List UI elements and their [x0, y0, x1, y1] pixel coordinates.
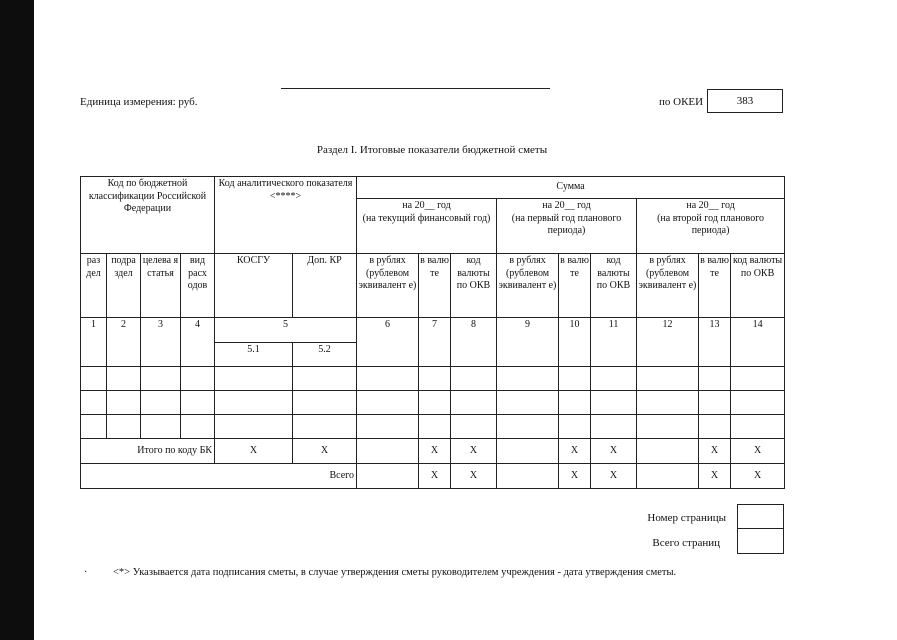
total-label: Всего: [81, 464, 357, 489]
num-14: 14: [731, 318, 785, 367]
year-group-1-year: на 20__ год: [402, 200, 451, 211]
x-mark: X: [731, 464, 785, 489]
x-mark: X: [293, 439, 357, 464]
x-mark: X: [559, 464, 591, 489]
num-6: 6: [357, 318, 419, 367]
x-mark: X: [699, 464, 731, 489]
x-mark: X: [451, 439, 497, 464]
col-tselevaya: целева я статья: [141, 254, 181, 318]
col-kod-valuty-2: код валюты по ОКВ: [591, 254, 637, 318]
year-group-2-year: на 20__ год: [542, 200, 591, 211]
num-1: 1: [81, 318, 107, 367]
col-kosgu: КОСГУ: [215, 254, 293, 318]
x-mark: X: [731, 439, 785, 464]
num-8: 8: [451, 318, 497, 367]
okei-label: по ОКЕИ: [659, 96, 704, 108]
total-pages-box: [737, 529, 784, 554]
footnote: <*> Указывается дата подписания сметы, в случае утверждения сметы руководителем учреждения - дата утверждения сметы.: [113, 567, 677, 578]
stray-dot: ·: [84, 567, 88, 578]
budget-summary-table: [80, 176, 785, 489]
x-mark: X: [215, 439, 293, 464]
table-row: [81, 391, 785, 415]
table-row: [81, 367, 785, 391]
col-valute-3: в валю те: [699, 254, 731, 318]
num-9: 9: [497, 318, 559, 367]
num-5: 5: [215, 318, 357, 343]
year-group-1: [357, 199, 497, 254]
col-vid-rashodov: вид расх одов: [181, 254, 215, 318]
year-group-1-desc: (на текущий финансовый год): [362, 212, 491, 224]
scan-edge-bar: [0, 0, 34, 640]
total-bk-label: Итого по коду БК: [81, 439, 215, 464]
num-11: 11: [591, 318, 637, 367]
num-12: 12: [637, 318, 699, 367]
num-5-1: 5.1: [215, 343, 293, 367]
x-mark: X: [591, 439, 637, 464]
col-rub-1: в рублях (рублевом эквивалент е): [357, 254, 419, 318]
header-budget-code: Код по бюджетной классификации Российской Федерации: [81, 177, 215, 254]
num-7: 7: [419, 318, 451, 367]
x-mark: X: [559, 439, 591, 464]
section-title: Раздел I. Итоговые показатели бюджетной сметы: [316, 144, 548, 156]
num-4: 4: [181, 318, 215, 367]
x-mark: X: [699, 439, 731, 464]
x-mark: X: [451, 464, 497, 489]
col-podrazdel: подра здел: [107, 254, 141, 318]
year-group-3-desc: (на второй год планового периода): [657, 212, 765, 236]
total-pages-label: Всего страниц: [652, 537, 720, 549]
num-5-2: 5.2: [293, 343, 357, 367]
signature-line: [281, 88, 550, 89]
year-group-3: [637, 199, 785, 254]
x-mark: X: [591, 464, 637, 489]
unit-label: Единица измерения: руб.: [80, 96, 198, 108]
col-valute-2: в валю те: [559, 254, 591, 318]
table-row: [81, 415, 785, 439]
total-row: [81, 464, 785, 489]
okei-code: 383: [736, 95, 754, 107]
total-bk-row: [81, 439, 785, 464]
num-13: 13: [699, 318, 731, 367]
x-mark: X: [419, 439, 451, 464]
year-group-2: [497, 199, 637, 254]
page-number-label: Номер страницы: [647, 512, 726, 524]
col-razdel: раз дел: [81, 254, 107, 318]
num-10: 10: [559, 318, 591, 367]
num-3: 3: [141, 318, 181, 367]
num-2: 2: [107, 318, 141, 367]
col-rub-2: в рублях (рублевом эквивалент е): [497, 254, 559, 318]
year-group-2-desc: (на первый год планового периода): [511, 212, 622, 236]
year-group-3-year: на 20__ год: [686, 200, 735, 211]
okei-code-box: [707, 89, 783, 113]
header-sum: Сумма: [357, 177, 785, 199]
col-kod-valuty-1: код валюты по ОКВ: [451, 254, 497, 318]
col-rub-3: в рублях (рублевом эквивалент е): [637, 254, 699, 318]
col-dop-kr: Доп. КР: [293, 254, 357, 318]
col-valute-1: в валю те: [419, 254, 451, 318]
x-mark: X: [419, 464, 451, 489]
col-kod-valuty-3: код валюты по ОКВ: [731, 254, 785, 318]
page-number-box: [737, 504, 784, 529]
header-analytic-code: Код аналитического показателя <****>: [215, 177, 357, 254]
